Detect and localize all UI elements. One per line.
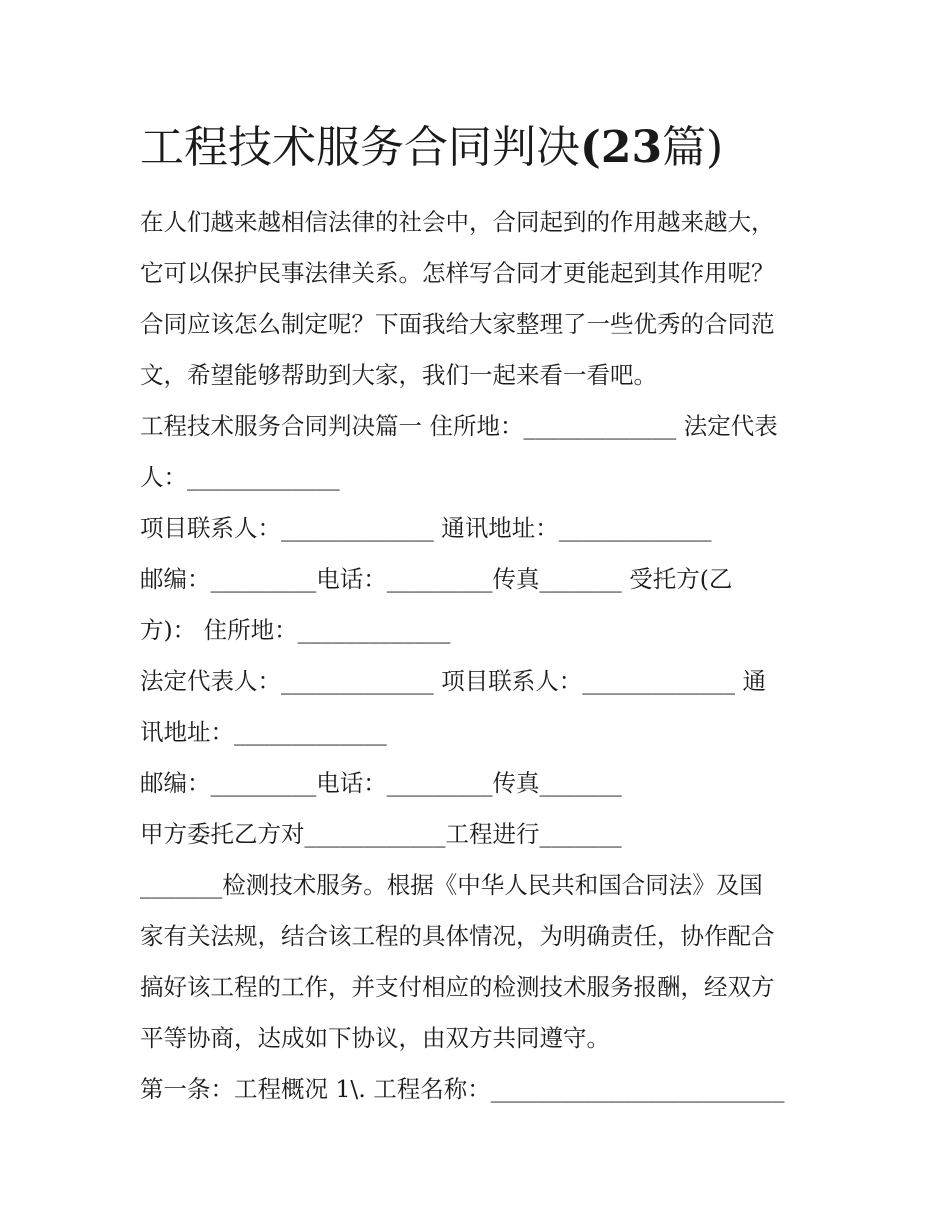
body-line: 在人们越来越相信法律的社会中，合同起到的作用越来越大， bbox=[140, 208, 775, 236]
body-line: 第一条：工程概况 1\. 工程名称：_________________________ bbox=[140, 1075, 785, 1103]
body-line: 人：_____________ bbox=[140, 463, 340, 491]
body-line: 合同应该怎么制定呢？下面我给大家整理了一些优秀的合同范 bbox=[140, 310, 775, 338]
body-line: 邮编：_________电话：_________传真_______ 受托方(乙 bbox=[140, 565, 733, 593]
body-line: 它可以保护民事法律关系。怎样写合同才更能起到其作用呢？ bbox=[140, 259, 775, 287]
body-line: 平等协商，达成如下协议，由双方共同遵守。 bbox=[140, 1024, 610, 1052]
body-line: 法定代表人：_____________ 项目联系人：_____________ 通 bbox=[140, 667, 766, 695]
title-suffix: 篇) bbox=[662, 122, 724, 173]
body-line: 方)： 住所地：_____________ bbox=[140, 616, 451, 644]
title-count: 23 bbox=[600, 122, 663, 173]
title-paren-open: ( bbox=[580, 122, 601, 173]
body-line: 邮编：_________电话：_________传真_______ bbox=[140, 769, 622, 797]
body-line: 工程技术服务合同判决篇一 住所地：_____________ 法定代表 bbox=[140, 412, 778, 440]
title-main: 工程技术服务合同判决 bbox=[140, 122, 580, 173]
body-line: 家有关法规，结合该工程的具体情况，为明确责任，协作配合 bbox=[140, 922, 775, 950]
body-line: _______检测技术服务。根据《中华人民共和国合同法》及国 bbox=[140, 871, 763, 899]
body-line: 甲方委托乙方对____________工程进行_______ bbox=[140, 820, 622, 848]
document-title bbox=[140, 118, 840, 178]
body-line: 项目联系人：_____________ 通讯地址：_____________ bbox=[140, 514, 712, 542]
body-line: 文，希望能够帮助到大家，我们一起来看一看吧。 bbox=[140, 361, 657, 389]
body-line: 讯地址：_____________ bbox=[140, 718, 387, 746]
body-line: 搞好该工程的工作，并支付相应的检测技术服务报酬，经双方 bbox=[140, 973, 775, 1001]
